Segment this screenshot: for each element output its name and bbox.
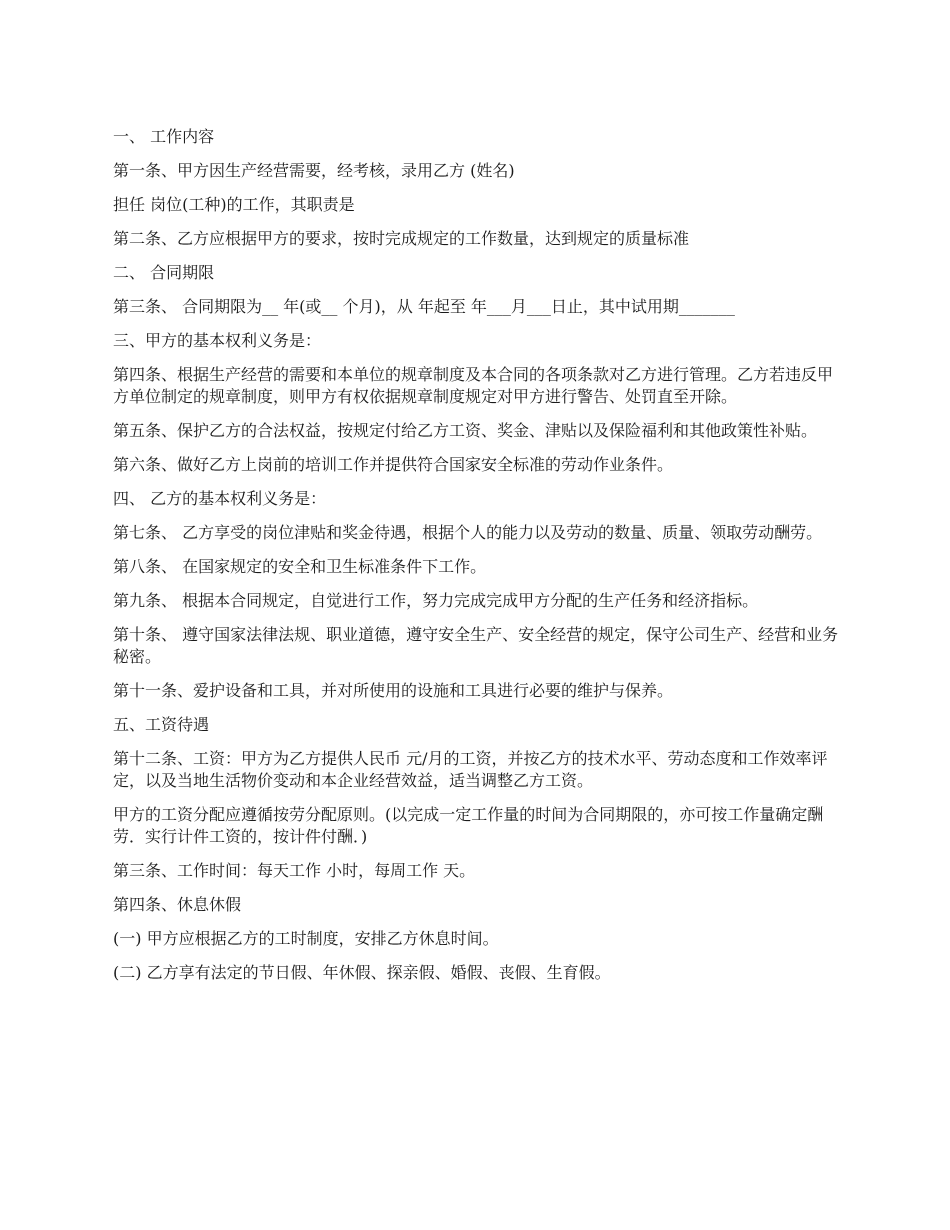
article-1-duties: 担任 岗位(工种)的工作，其职责是 xyxy=(113,195,355,214)
section-heading-party-b-rights: 四、 乙方的基本权利义务是： xyxy=(113,489,327,508)
article-rest-leave: 第四条、休息休假 xyxy=(113,895,242,914)
document-page xyxy=(113,126,843,996)
article-10: 第十条、 遵守国家法律法规、职业道德，遵守安全生产、安全经营的规定，保守公司生产、经营和业务秘密。 xyxy=(113,625,839,666)
section-heading-contract-term: 二、 合同期限 xyxy=(113,263,215,282)
article-3: 第三条、 合同期限为__ 年(或__ 个月)，从 年起至 年___月___日止，其中试用期_______ xyxy=(113,297,735,316)
rest-leave-item-1: (一) 甲方应根据乙方的工时制度，安排乙方休息时间。 xyxy=(113,929,499,948)
article-7: 第七条、 乙方享受的岗位津贴和奖金待遇，根据个人的能力以及劳动的数量、质量、领取劳动酬劳。 xyxy=(113,523,823,542)
article-5: 第五条、保护乙方的合法权益，按规定付给乙方工资、奖金、津贴以及保险福利和其他政策性补贴。 xyxy=(113,421,818,440)
article-9: 第九条、 根据本合同规定，自觉进行工作，努力完成完成甲方分配的生产任务和经济指标。 xyxy=(113,591,759,610)
article-2: 第二条、乙方应根据甲方的要求，按时完成规定的工作数量，达到规定的质量标准 xyxy=(113,229,690,248)
article-8: 第八条、 在国家规定的安全和卫生标准条件下工作。 xyxy=(113,557,487,576)
article-11: 第十一条、爱护设备和工具，并对所使用的设施和工具进行必要的维护与保养。 xyxy=(113,681,674,700)
wage-distribution-principle: 甲方的工资分配应遵循按劳分配原则。(以完成一定工作量的时间为合同期限的，亦可按工作量确定酬劳．实行计件工资的，按计件付酬．) xyxy=(113,805,824,846)
section-heading-wages: 五、工资待遇 xyxy=(113,715,210,734)
article-1: 第一条、甲方因生产经营需要，经考核，录用乙方 (姓名) xyxy=(113,161,515,180)
article-6: 第六条、做好乙方上岗前的培训工作并提供符合国家安全标准的劳动作业条件。 xyxy=(113,455,674,474)
section-heading-work-content: 一、 工作内容 xyxy=(113,127,215,146)
article-working-hours: 第三条、工作时间：每天工作 小时，每周工作 天。 xyxy=(113,861,476,880)
rest-leave-item-2: (二) 乙方享有法定的节日假、年休假、探亲假、婚假、丧假、生育假。 xyxy=(113,963,611,982)
article-12: 第十二条、工资：甲方为乙方提供人民币 元/月的工资，并按乙方的技术水平、劳动态度和工作效率评定，以及当地生活物价变动和本企业经营效益，适当调整乙方工资。 xyxy=(113,749,828,790)
article-4: 第四条、根据生产经营的需要和本单位的规章制度及本合同的各项条款对乙方进行管理。乙方若违反甲方单位制定的规章制度，则甲方有权依据规章制度规定对甲方进行警告、处罚直至开除。 xyxy=(113,365,834,406)
section-heading-party-a-rights: 三、甲方的基本权利义务是： xyxy=(113,331,322,350)
